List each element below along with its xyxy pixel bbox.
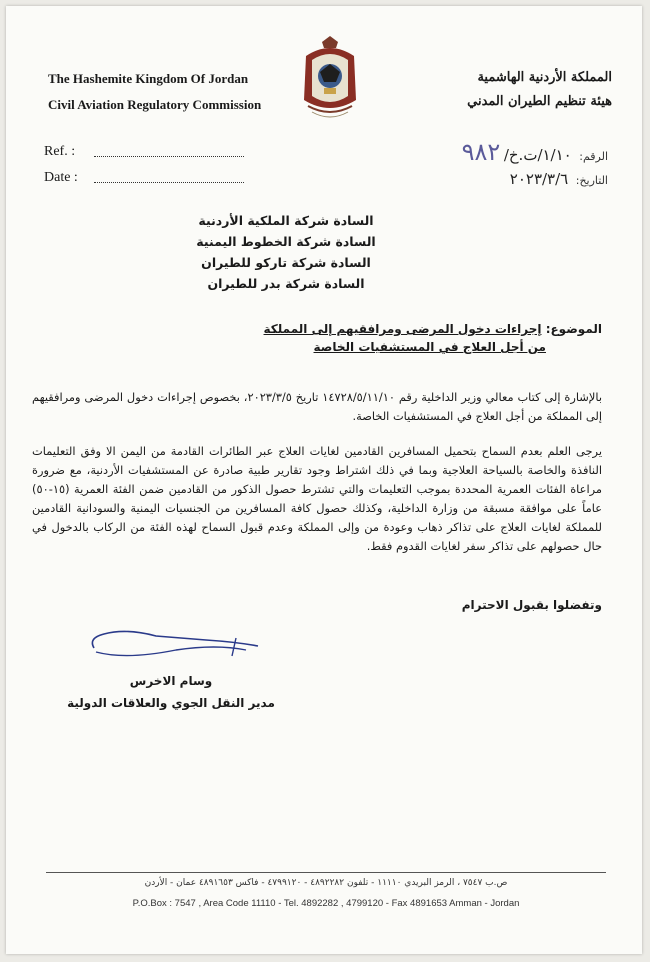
closing-line: وتفضلوا بقبول الاحترام (461, 598, 602, 612)
coat-of-arms-emblem-icon (298, 36, 362, 122)
date-dotted-line (94, 182, 244, 183)
date-row-en (44, 170, 78, 186)
ar-ref-label: الرقم: (579, 150, 608, 163)
arabic-letterhead (392, 66, 612, 114)
ref-row-en (44, 144, 75, 160)
kingdom-name-en: The Hashemite Kingdom Of Jordan (48, 71, 249, 86)
date-row-ar (510, 170, 608, 188)
subject-line-1: إجراءات دخول المرضى ومرافقيهم إلى المملكة (263, 322, 542, 336)
subject-label: الموضوع: (545, 322, 602, 336)
ref-dotted-line (94, 156, 244, 157)
addressee-line: السادة شركة الملكية الأردنية (198, 213, 374, 228)
addressees-block (156, 210, 416, 294)
footer-divider (46, 872, 606, 873)
commission-name-ar: هيئة تنظيم الطيران المدني (467, 94, 612, 109)
letter-sheet (6, 6, 642, 954)
body-paragraph-2: يرجى العلم بعدم السماح بتحميل المسافرين القادمين لغايات العلاج عبر الطائرات القادمة من اليمن الا وفق التعليمات النافذة والخاصة بالسياحة العلاجية وبما في ذلك اشتراط وجود تقارير طبية صادرة عن المستشفيات الأردنية، مع ضرورة مراعاة الفئات العمرية المحددة بموجب التعليمات والتي تشترط حصول الذكور من القادمين ضمن الفئة العمرية (١٥-٥٠) عاماً على موافقة مسبقة من وزارة الداخلية، وكذلك حصول كافة المسافرين من الجنسيات اليمنية والسودانية القادمين للمملكة لغايات العلاج على تذاكر ذهاب وعودة من وإلى المملكة وعدم قبول السماح لهذه الفئة من الركاب بالدخول في حال حصولهم على تذاكر سفر لغايات القدوم فقط. (32, 444, 602, 553)
footer-address-ar: ص.ب ٧٥٤٧ ، الرمز البريدي ١١١١٠ - تلفون ٤٨٩٢٢٨٢ - ٤٧٩٩١٢٠ - فاكس ٤٨٩١٦٥٣ عمان - الأردن (144, 878, 508, 888)
ref-label: Ref. : (44, 144, 76, 159)
addressee-line: السادة شركة تاركو للطيران (201, 255, 371, 270)
commission-name-en: Civil Aviation Regulatory Commission (48, 97, 262, 112)
addressee-line: السادة شركة الخطوط اليمنية (196, 234, 376, 249)
subject-block (42, 320, 602, 356)
ar-date-value: ٢٠٢٣/٣/٦ (509, 170, 569, 188)
addressee-line: السادة شركة بدر للطيران (207, 276, 365, 291)
subject-line-2: من أجل العلاج في المستشفيات الخاصة (313, 340, 546, 354)
ar-ref-number: ٩٨٢ (461, 138, 501, 166)
signatory-block (66, 670, 276, 714)
kingdom-name-ar: المملكة الأردنية الهاشمية (477, 70, 612, 85)
signatory-name: وسام الاخرس (129, 674, 213, 688)
date-label: Date : (44, 170, 78, 185)
ar-ref-value: ١/١٠/ت.خ/ (503, 146, 572, 164)
handwritten-signature-icon (86, 620, 266, 670)
english-letterhead (48, 66, 268, 118)
ar-date-label: التاريخ: (575, 174, 608, 187)
ref-row-ar (462, 138, 608, 166)
signatory-title: مدير النقل الجوي والعلاقات الدولية (67, 696, 275, 710)
footer-address-en: P.O.Box : 7547 , Area Code 11110 - Tel. 4892282 , 4799120 - Fax 4891653 Amman - Jordan (132, 898, 520, 909)
body-paragraph-1: بالإشارة إلى كتاب معالي وزير الداخلية رقم ١٤٧٢٨/٥/١١/١٠ تاريخ ٢٠٢٣/٣/٥، بخصوص إجراءات دخول المرضى ومرافقيهم إلى المملكة من أجل العلاج في المستشفيات الخاصة. (32, 390, 602, 423)
